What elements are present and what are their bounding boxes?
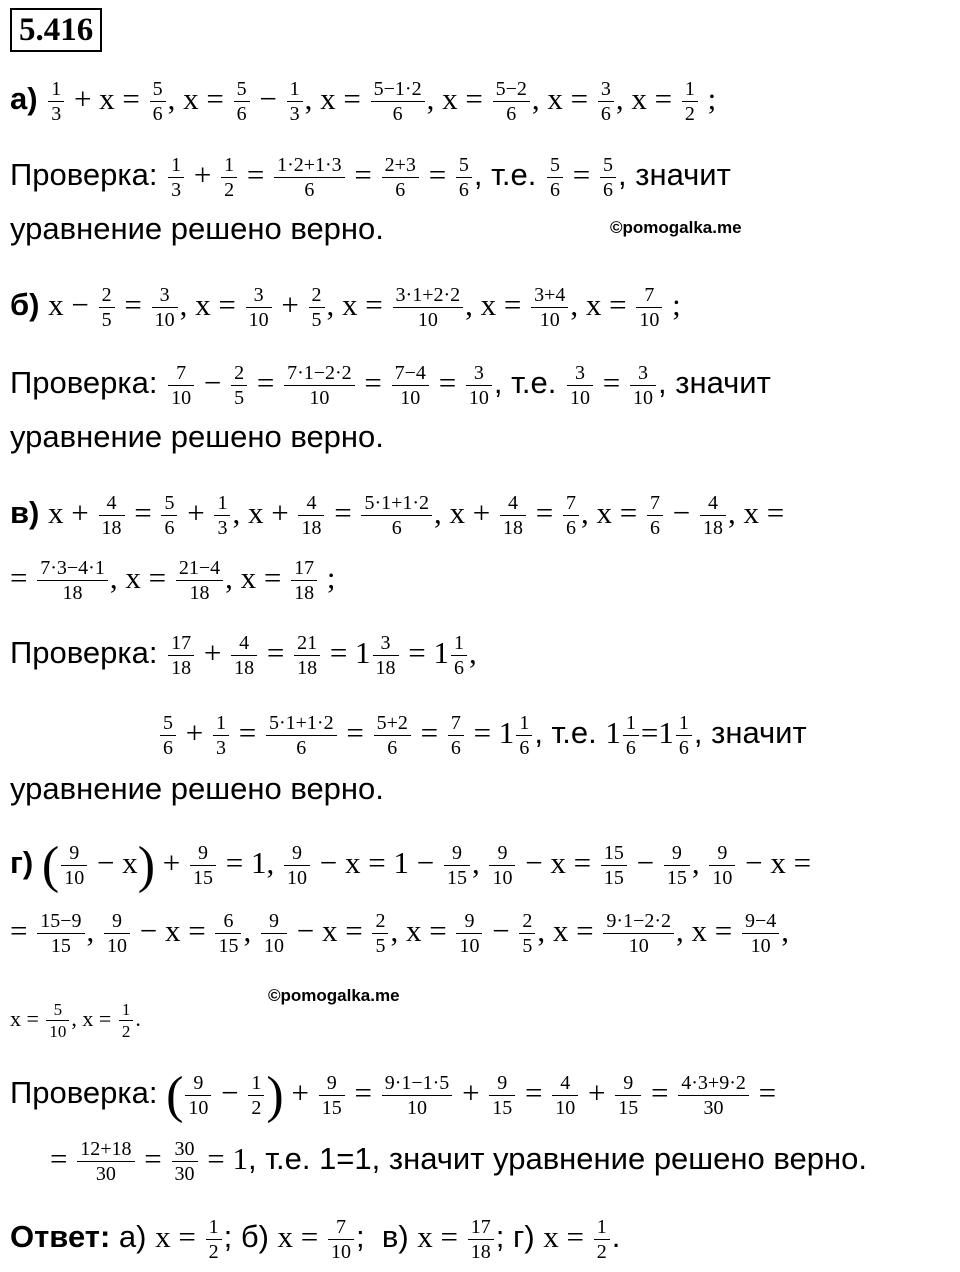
part-a-equation: а) $\frac{1}{3}$ + x = $\frac{5}{6}$ , x = $\frac{5}{6}$ − $\frac{1}{3}$ , x = $\frac{5-1\cdot 2}{6}$ , x = $\frac{5-2}{6}$ , x = $\frac{3}{6}$ , x = $\frac{1}{2}$ ; (10, 78, 717, 126)
part-v-check-1: Проверка: $\frac{17}{18}$ + $\frac{4}{18}$ = $\frac{21}{18}$ = 1 $\frac{3}{18}$ = 1 $\frac{1}{6}$ , (10, 632, 477, 680)
part-g-check-1: Проверка: ( $\frac{9}{10}$ − $\frac{1}{2}$ ) + $\frac{9}{15}$ = $\frac{9\cdot 1-1\cdot 5}{10}$ + $\frac{9}{15}$ = $\frac{4}{10}$ + $\frac{9}{15}$ = $\frac{4\cdot 3+9\cdot 2}{30}$ = (10, 1066, 777, 1124)
answer-g-label: г) (513, 1219, 535, 1254)
watermark-2: ©pomogalka.me (268, 986, 400, 1005)
te-text: т.е. (551, 715, 597, 750)
check-label: Проверка: (10, 635, 158, 670)
part-a-check: Проверка: $\frac{1}{3}$ + $\frac{1}{2}$ = $\frac{1\cdot 2+1\cdot 3}{6}$ = $\frac{2+3}{6}$ = $\frac{5}{6}$ , т.е. $\frac{5}{6}$ = $\frac{5}{6}$ , значит (10, 154, 731, 202)
part-b-check: Проверка: $\frac{7}{10}$ − $\frac{2}{5}$ = $\frac{7\cdot 1-2\cdot 2}{10}$ = $\frac{7-4}{10}$ = $\frac{3}{10}$ , т.е. $\frac{3}{10}$ = $\frac{3}{10}$ , значит (10, 362, 771, 410)
problem-number: 5.416 (10, 8, 102, 52)
answer-b-label: б) (240, 1219, 269, 1254)
part-v-equation-1: в) x + $\frac{4}{18}$ = $\frac{5}{6}$ + $\frac{1}{3}$ , x + $\frac{4}{18}$ = $\frac{5\cdot 1+1\cdot 2}{6}$ , x + $\frac{4}{18}$ = $\frac{7}{6}$ , x = $\frac{7}{6}$ − $\frac{4}{18}$ , x = (10, 492, 785, 540)
answer-v-label: в) (381, 1219, 409, 1254)
part-b-equation: б) x − $\frac{2}{5}$ = $\frac{3}{10}$ , x = $\frac{3}{10}$ + $\frac{2}{5}$ , x = $\frac{3\cdot 1+2\cdot 2}{10}$ , x = $\frac{3+4}{10}$ , x = $\frac{7}{10}$ ; (10, 284, 681, 332)
check-label: Проверка: (10, 1075, 158, 1110)
part-g-equation-1: г) ( $\frac{9}{10}$ − x) + $\frac{9}{15}$ = 1, $\frac{9}{10}$ − x = 1 − $\frac{9}{15}$ , $\frac{9}{10}$ − x = $\frac{15}{15}$ − $\frac{9}{15}$ , $\frac{9}{10}$ − x = (10, 836, 812, 894)
means-text: значит (711, 715, 807, 750)
check-label: Проверка: (10, 365, 158, 400)
answer-line: Ответ: а) x = $\frac{1}{2}$ ; б) x = $\frac{7}{10}$ ; в) x = $\frac{17}{18}$ ; г) x = $\frac{1}{2}$ . (10, 1216, 621, 1264)
part-b-label: б) (10, 287, 40, 322)
means-text: значит (675, 365, 771, 400)
part-v-equation-2: = $\frac{7\cdot 3-4\cdot 1}{18}$ , x = $\frac{21-4}{18}$ , x = $\frac{17}{18}$ ; (10, 557, 336, 605)
answer-a-label: а) (118, 1219, 147, 1254)
part-g-equation-3: x = $\frac{5}{10}$ , x = $\frac{1}{2}$ . (10, 1000, 141, 1042)
watermark-1: ©pomogalka.me (610, 218, 742, 237)
check-label: Проверка: (10, 157, 158, 192)
part-a-label: а) (10, 81, 38, 116)
part-a-verified: уравнение решено верно. (10, 211, 384, 246)
te-text: т.е. (511, 365, 557, 400)
answer-label: Ответ: (10, 1219, 111, 1254)
part-g-label: г) (10, 845, 34, 880)
part-g-check-2: = $\frac{12+18}{30}$ = $\frac{30}{30}$ = 1, т.е. 1=1, значит уравнение решено верно. (50, 1138, 867, 1186)
te-text: т.е. (265, 1141, 311, 1176)
part-v-verified: уравнение решено верно. (10, 771, 384, 806)
part-v-label: в) (10, 495, 40, 530)
te-text: т.е. (491, 157, 537, 192)
part-b-verified: уравнение решено верно. (10, 419, 384, 454)
part-g-equation-2: = $\frac{15-9}{15}$ , $\frac{9}{10}$ − x = $\frac{6}{15}$ , $\frac{9}{10}$ − x = $\frac{2}{5}$ , x = $\frac{9}{10}$ − $\frac{2}{5}$ , x = $\frac{9\cdot 1-2\cdot 2}{10}$ , x = $\frac{9-4}{10}$ , (10, 910, 790, 958)
means-verified-text: значит уравнение решено верно. (388, 1141, 867, 1176)
means-text: значит (635, 157, 731, 192)
part-v-check-2: $\frac{5}{6}$ + $\frac{1}{3}$ = $\frac{5\cdot 1+1\cdot 2}{6}$ = $\frac{5+2}{6}$ = $\frac{7}{6}$ = 1 $\frac{1}{6}$ , т.е. 1 $\frac{1}{6}$ =1 $\frac{1}{6}$ , значит (158, 710, 807, 760)
